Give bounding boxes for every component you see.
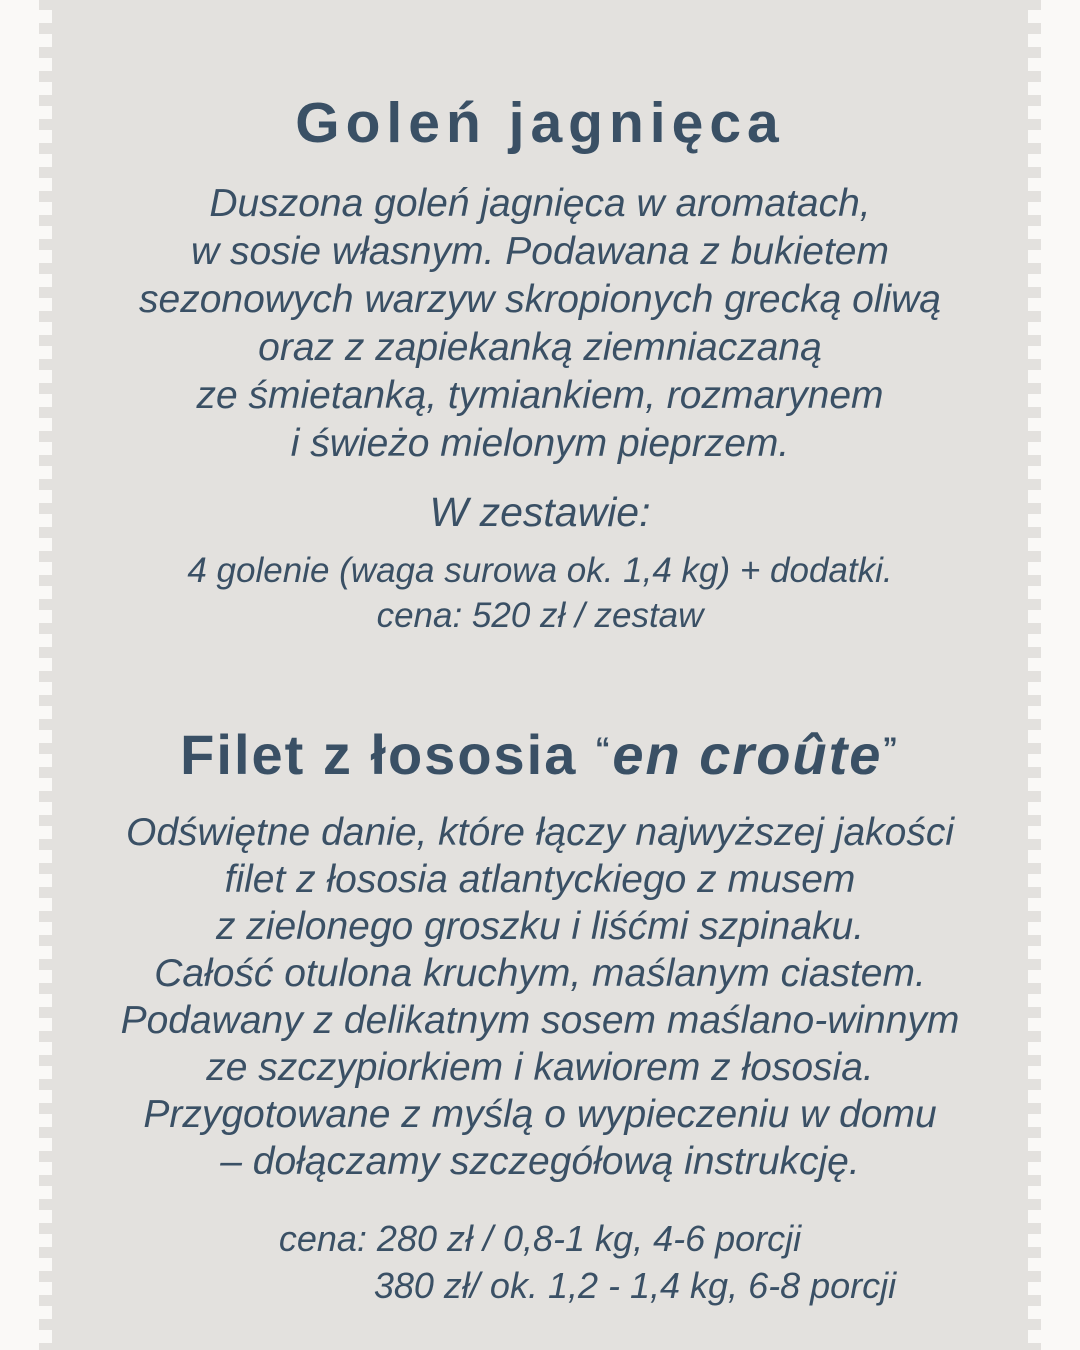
salmon-price-line-2: 380 zł/ ok. 1,2 - 1,4 kg, 6-8 porcji [373,1265,897,1306]
section-lamb-shank [39,90,1041,638]
description-line: sezonowych warzyw skropionych grecką oliwą [139,278,941,321]
description-line: ze śmietanką, tymiankiem, rozmarynem [196,374,884,417]
close-quote: ” [882,730,900,766]
description-line: filet z łososia atlantyckiego z musem [224,858,856,901]
lamb-price-line: cena: 520 zł / zestaw [376,596,704,635]
description-line: i świeżo mielonym pieprzem. [290,422,790,465]
section-salmon-en-croute [39,722,1041,1309]
lamb-set-details [39,548,1041,638]
salmon-description [39,809,1041,1185]
open-quote: “ [594,730,613,766]
dish-title-salmon [39,722,1041,787]
dish-title-lamb: Goleń jagnięca [295,91,785,155]
description-line: Całość otulona kruchym, maślanym ciastem. [154,952,926,995]
menu-content [39,0,1041,1350]
description-line: Odświętne danie, które łączy najwyższej jakości [125,811,955,854]
description-line: w sosie własnym. Podawana z bukietem [191,230,889,273]
lamb-description [39,180,1041,468]
salmon-title-french: en croûte [612,723,883,786]
lamb-set-subheading: W zestawie: [429,489,651,535]
salmon-title-main: Filet z łososia [180,723,578,786]
salmon-price-line-1: cena: 280 zł / 0,8-1 kg, 4-6 porcji [278,1218,802,1259]
description-line: – dołączamy szczegółową instrukcję. [220,1140,860,1183]
set-contents-line: 4 golenie (waga surowa ok. 1,4 kg) + dodatki. [187,551,893,590]
description-line: Duszona goleń jagnięca w aromatach, [209,182,871,225]
description-line: Przygotowane z myślą o wypieczeniu w domu [143,1093,937,1136]
description-line: Podawany z delikatnym sosem maślano-winnym [120,999,960,1042]
salmon-prices [39,1215,1041,1309]
description-line: ze szczypiorkiem i kawiorem z łososia. [206,1046,874,1089]
description-line: oraz z zapiekanką ziemniaczaną [258,326,822,369]
description-line: z zielonego groszku i liśćmi szpinaku. [215,905,865,948]
menu-card [39,0,1041,1350]
